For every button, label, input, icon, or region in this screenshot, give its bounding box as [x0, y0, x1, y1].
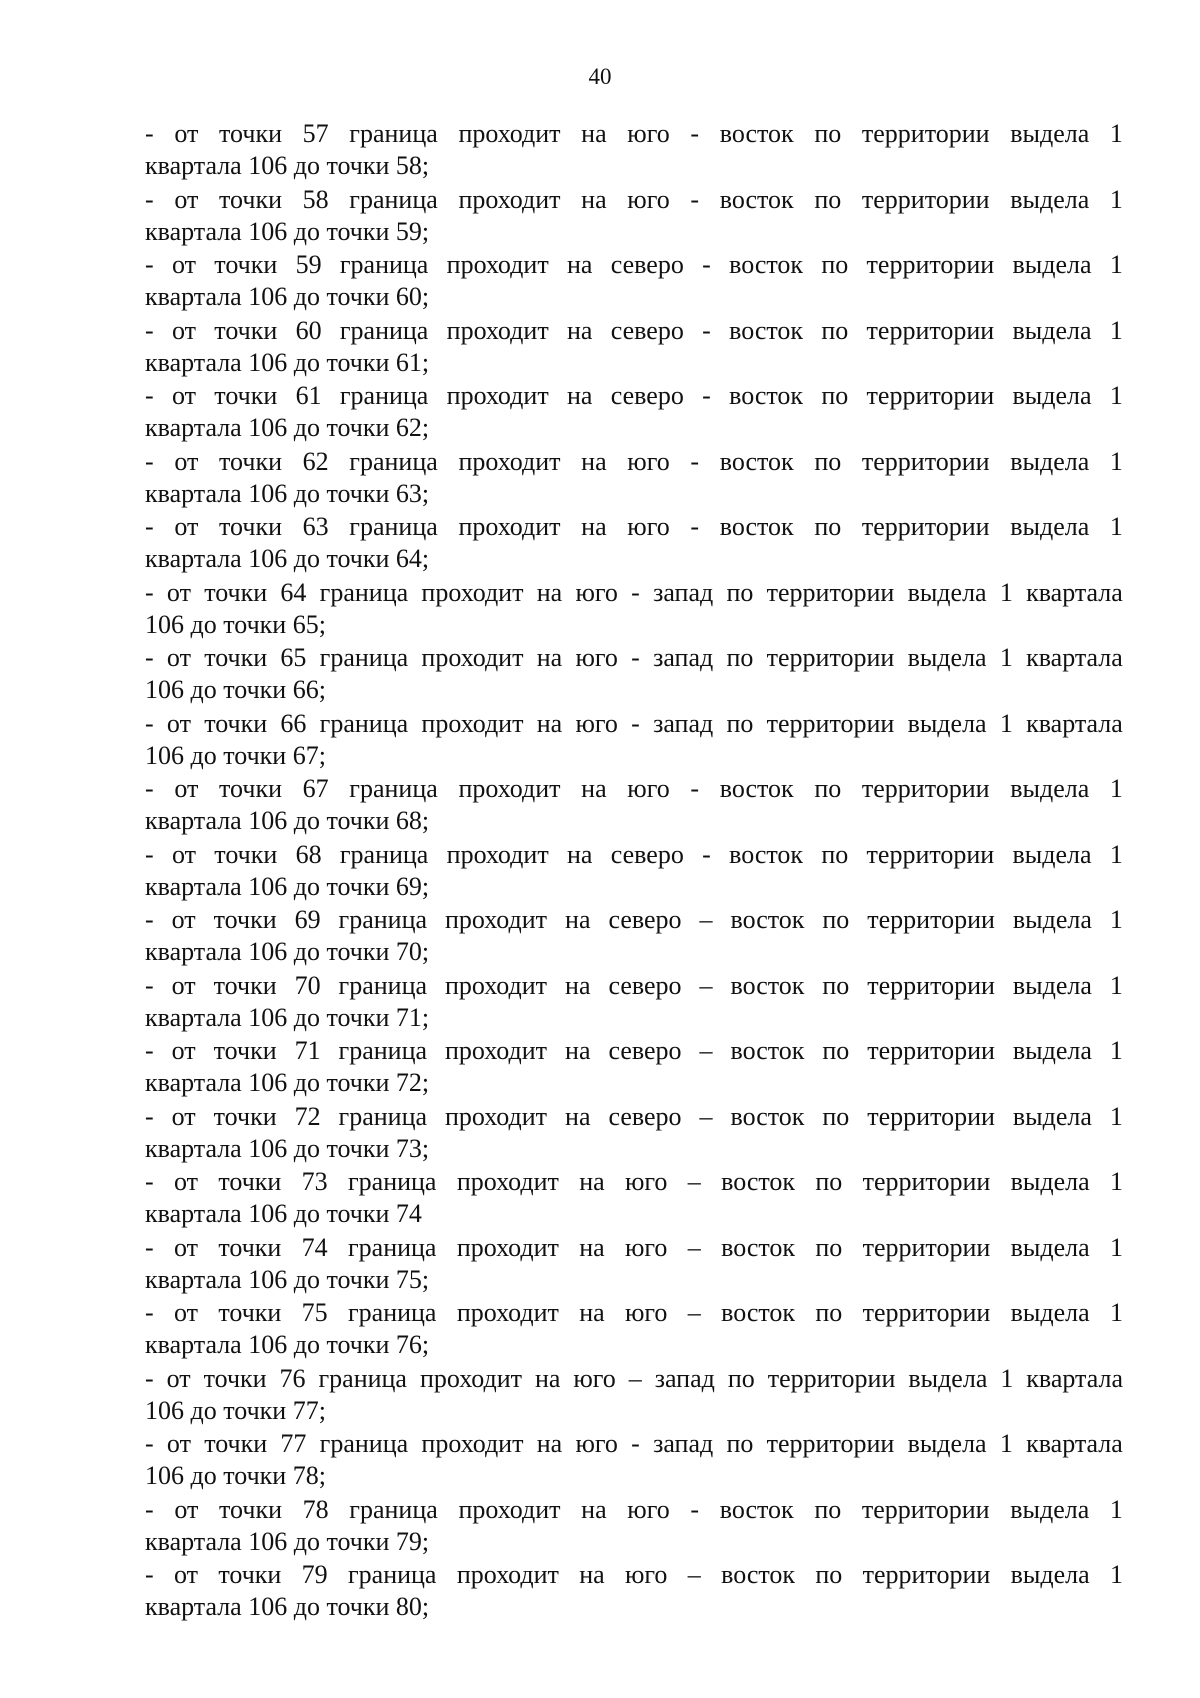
boundary-paragraph [145, 773, 1123, 837]
paragraph-continuation-line: квартала 106 до точки 63; [145, 478, 430, 508]
paragraph-first-line: - от точки 70 граница проходит на северо – восток по территории выдела 1 [145, 970, 1123, 1000]
paragraph-continuation-line: квартала 106 до точки 68; [145, 806, 430, 835]
paragraph-continuation-line: 106 до точки 77; [145, 1395, 326, 1425]
paragraph-continuation-line: квартала 106 до точки 70; [145, 937, 430, 966]
paragraph-first-line: - от точки 76 граница проходит на юго – запад по территории выдела 1 квартала [145, 1363, 1123, 1393]
paragraph-first-line: - от точки 58 граница проходит на юго - восток по территории выдела 1 [145, 184, 1123, 214]
paragraph-continuation-line: квартала 106 до точки 58; [145, 151, 430, 180]
paragraph-first-line: - от точки 66 граница проходит на юго - запад по территории выдела 1 квартала [145, 708, 1123, 738]
boundary-paragraph [145, 1035, 1123, 1099]
paragraph-first-line: - от точки 64 граница проходит на юго - запад по территории выдела 1 квартала [145, 577, 1123, 607]
paragraph-first-line: - от точки 75 граница проходит на юго – восток по территории выдела 1 [145, 1298, 1123, 1327]
boundary-paragraph [145, 708, 1123, 772]
paragraph-first-line: - от точки 61 граница проходит на северо - восток по территории выдела 1 [145, 381, 1123, 410]
paragraph-continuation-line: 106 до точки 67; [145, 740, 326, 770]
paragraph-first-line: - от точки 69 граница проходит на северо – восток по территории выдела 1 [145, 905, 1123, 934]
paragraph-continuation-line: квартала 106 до точки 61; [145, 347, 430, 377]
paragraph-first-line: - от точки 79 граница проходит на юго – восток по территории выдела 1 [145, 1560, 1123, 1589]
paragraph-continuation-line: 106 до точки 78; [145, 1461, 326, 1490]
paragraph-first-line: - от точки 60 граница проходит на северо - восток по территории выдела 1 [145, 315, 1123, 345]
boundary-paragraph [145, 970, 1123, 1034]
boundary-paragraph [145, 380, 1123, 444]
boundary-paragraph [145, 184, 1123, 248]
boundary-paragraph [145, 904, 1123, 968]
boundary-paragraph [145, 1101, 1123, 1165]
document-body [145, 118, 1123, 1625]
paragraph-first-line: - от точки 68 граница проходит на северо - восток по территории выдела 1 [145, 839, 1123, 869]
paragraph-first-line: - от точки 67 граница проходит на юго - восток по территории выдела 1 [145, 774, 1123, 803]
paragraph-continuation-line: квартала 106 до точки 72; [145, 1068, 430, 1097]
paragraph-first-line: - от точки 72 граница проходит на северо – восток по территории выдела 1 [145, 1101, 1123, 1131]
boundary-paragraph [145, 1494, 1123, 1558]
boundary-paragraph [145, 511, 1123, 575]
boundary-paragraph [145, 1166, 1123, 1230]
boundary-paragraph [145, 249, 1123, 313]
paragraph-first-line: - от точки 73 граница проходит на юго – восток по территории выдела 1 [145, 1167, 1123, 1196]
boundary-paragraph [145, 839, 1123, 903]
paragraph-continuation-line: 106 до точки 66; [145, 675, 326, 704]
boundary-paragraph [145, 1559, 1123, 1623]
paragraph-continuation-line: квартала 106 до точки 73; [145, 1133, 430, 1163]
paragraph-first-line: - от точки 65 граница проходит на юго - запад по территории выдела 1 квартала [145, 643, 1123, 672]
boundary-paragraph [145, 1232, 1123, 1296]
paragraph-continuation-line: квартала 106 до точки 75; [145, 1264, 430, 1294]
paragraph-continuation-line: квартала 106 до точки 80; [145, 1592, 430, 1621]
boundary-paragraph [145, 1297, 1123, 1361]
paragraph-first-line: - от точки 57 граница проходит на юго - восток по территории выдела 1 [145, 119, 1123, 148]
paragraph-continuation-line: квартала 106 до точки 69; [145, 871, 430, 901]
boundary-paragraph [145, 1363, 1123, 1427]
paragraph-first-line: - от точки 77 граница проходит на юго - запад по территории выдела 1 квартала [145, 1429, 1123, 1458]
boundary-paragraph [145, 642, 1123, 706]
paragraph-continuation-line: квартала 106 до точки 64; [145, 544, 430, 573]
paragraph-first-line: - от точки 59 граница проходит на северо - восток по территории выдела 1 [145, 250, 1123, 279]
paragraph-continuation-line: квартала 106 до точки 71; [145, 1002, 430, 1032]
paragraph-continuation-line: 106 до точки 65; [145, 609, 326, 639]
paragraph-first-line: - от точки 71 граница проходит на северо – восток по территории выдела 1 [145, 1036, 1123, 1065]
paragraph-continuation-line: квартала 106 до точки 76; [145, 1330, 430, 1359]
paragraph-continuation-line: квартала 106 до точки 79; [145, 1526, 430, 1556]
boundary-paragraph [145, 446, 1123, 510]
paragraph-first-line: - от точки 78 граница проходит на юго - восток по территории выдела 1 [145, 1494, 1123, 1524]
paragraph-continuation-line: квартала 106 до точки 62; [145, 413, 430, 442]
boundary-paragraph [145, 315, 1123, 379]
paragraph-first-line: - от точки 63 граница проходит на юго - восток по территории выдела 1 [145, 512, 1123, 541]
boundary-paragraph [145, 1428, 1123, 1492]
paragraph-continuation-line: квартала 106 до точки 74 [145, 1199, 422, 1228]
boundary-paragraph [145, 577, 1123, 641]
paragraph-first-line: - от точки 74 граница проходит на юго – восток по территории выдела 1 [145, 1232, 1123, 1262]
page-number: 40 [588, 64, 612, 89]
paragraph-continuation-line: квартала 106 до точки 60; [145, 282, 430, 311]
boundary-paragraph [145, 118, 1123, 182]
paragraph-first-line: - от точки 62 граница проходит на юго - восток по территории выдела 1 [145, 446, 1123, 476]
paragraph-continuation-line: квартала 106 до точки 59; [145, 216, 430, 246]
